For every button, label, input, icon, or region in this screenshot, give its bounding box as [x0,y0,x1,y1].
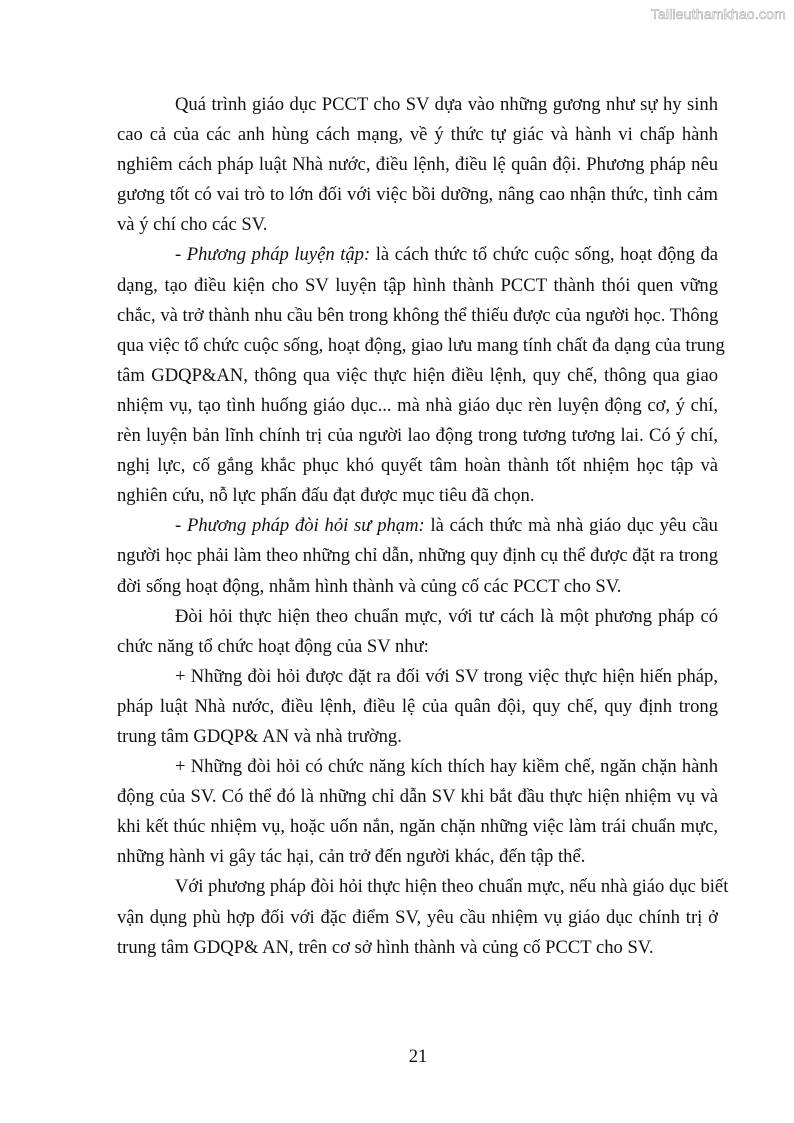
text-line [117,180,718,210]
line-text: Quá trình giáo dục PCCT cho SV dựa vào những gương như sự hy sinh [175,94,718,115]
page-number: 21 [408,1046,428,1067]
text-line [117,602,718,632]
line-text: là cách thức mà nhà giáo dục yêu cầu [424,515,718,537]
method-heading: - Phương pháp luyện tập: [175,244,371,266]
line-text: qua việc tổ chức cuộc sống, hoạt động, giao lưu mang tính chất đa dạng của trung [117,334,725,356]
line-text: Đòi hỏi thực hiện theo chuẩn mực, với tư cách là một phương pháp có [175,605,718,627]
text-line [117,391,718,421]
line-text: pháp luật Nhà nước, điều lệnh, điều lệ của quân đội, quy chế, quy định trong [117,695,718,717]
line-text: trung tâm GDQP& AN và nhà trường. [117,725,402,747]
text-line [117,150,718,180]
paragraph [117,511,718,601]
paragraph [117,662,718,752]
paragraph [117,240,725,511]
text-line [117,451,718,481]
text-line [117,421,718,451]
text-line [117,812,718,842]
text-line [117,842,718,872]
text-line [117,120,718,150]
line-text: và ý chí cho các SV. [117,214,268,236]
text-line [117,572,718,602]
line-text: nghiêm cách pháp luật Nhà nước, điều lệnh, điều lệ quân đội. Phương pháp nêu [117,154,718,176]
line-text: động của SV. Có thể đó là những chỉ dẫn SV khi bắt đầu thực hiện nhiệm vụ và [117,786,718,808]
text-line [117,722,718,752]
line-text: người học phải làm theo những chỉ dẫn, những quy định cụ thể được đặt ra trong [117,545,718,567]
text-line [117,301,718,331]
line-text: chắc, và trở thành nhu cầu bên trong không thể thiếu được của người học. Thông [117,304,719,326]
paragraph [117,752,718,872]
text-line [117,752,718,782]
line-text: nghiên cứu, nỗ lực phấn đấu đạt được mục tiêu đã chọn. [117,485,535,507]
line-text: Với phương pháp đòi hỏi thực hiện theo chuẩn mực, nếu nhà giáo dục biết [175,876,729,898]
paragraph [117,90,718,240]
text-line [117,240,718,270]
text-line [117,361,718,391]
text-line [117,662,718,692]
paragraph [117,872,729,962]
line-text: cao cả của các anh hùng cách mạng, về ý thức tự giác và hành vi chấp hành [117,124,718,146]
method-heading: - Phương pháp đòi hỏi sư phạm: [175,515,425,537]
line-text: đời sống hoạt động, nhằm hình thành và củng cố các PCCT cho SV. [117,575,622,597]
line-text: là cách thức tổ chức cuộc sống, hoạt động đa [370,244,718,266]
line-text: vận dụng phù hợp đối với đặc điểm SV, yêu cầu nhiệm vụ giáo dục chính trị ở [117,906,718,928]
line-text: + Những đòi hỏi có chức năng kích thích hay kiềm chế, ngăn chặn hành [175,756,718,778]
line-text: tâm GDQP&AN, thông qua việc thực hiện điều lệnh, quy chế, thông qua giao [117,364,718,386]
text-line [117,481,718,511]
line-text: gương tốt có vai trò to lớn đối với việc bồi dưỡng, nâng cao nhận thức, tình cảm [117,184,718,206]
line-text: rèn luyện bản lĩnh chính trị của người lao động trong tương tương lai. Có ý chí, [117,425,718,447]
text-line [117,632,718,662]
text-line [117,692,718,722]
line-text: những hành vi gây tác hại, cản trở đến người khác, đến tập thể. [117,846,586,868]
line-text: dạng, tạo điều kiện cho SV luyện tập hình thành PCCT thành thói quen vững [117,274,718,296]
text-line [117,511,718,541]
line-text: nhiệm vụ, tạo tình huống giáo dục... mà nhà giáo dục rèn luyện động cơ, ý chí, [117,394,718,416]
text-line [117,541,718,571]
line-text: trung tâm GDQP& AN, trên cơ sở hình thành và củng cố PCCT cho SV. [117,936,654,958]
text-line [117,903,718,933]
line-text: chức năng tổ chức hoạt động của SV như: [117,635,429,657]
watermark: Tailieuthamkhao.com [650,6,786,22]
line-text: nghị lực, cố gắng khắc phục khó quyết tâm hoàn thành tốt nhiệm học tập và [117,455,718,477]
text-line [117,872,729,902]
text-line [117,210,718,240]
document-body [117,90,729,963]
text-line [117,782,718,812]
line-text: + Những đòi hỏi được đặt ra đối với SV trong việc thực hiện hiến pháp, [175,665,718,687]
line-text: khi kết thúc nhiệm vụ, hoặc uốn nắn, ngăn chặn những việc làm trái chuẩn mực, [117,816,718,838]
text-line [117,90,718,120]
text-line [117,331,725,361]
text-line [117,271,718,301]
paragraph [117,602,718,662]
text-line [117,933,718,963]
